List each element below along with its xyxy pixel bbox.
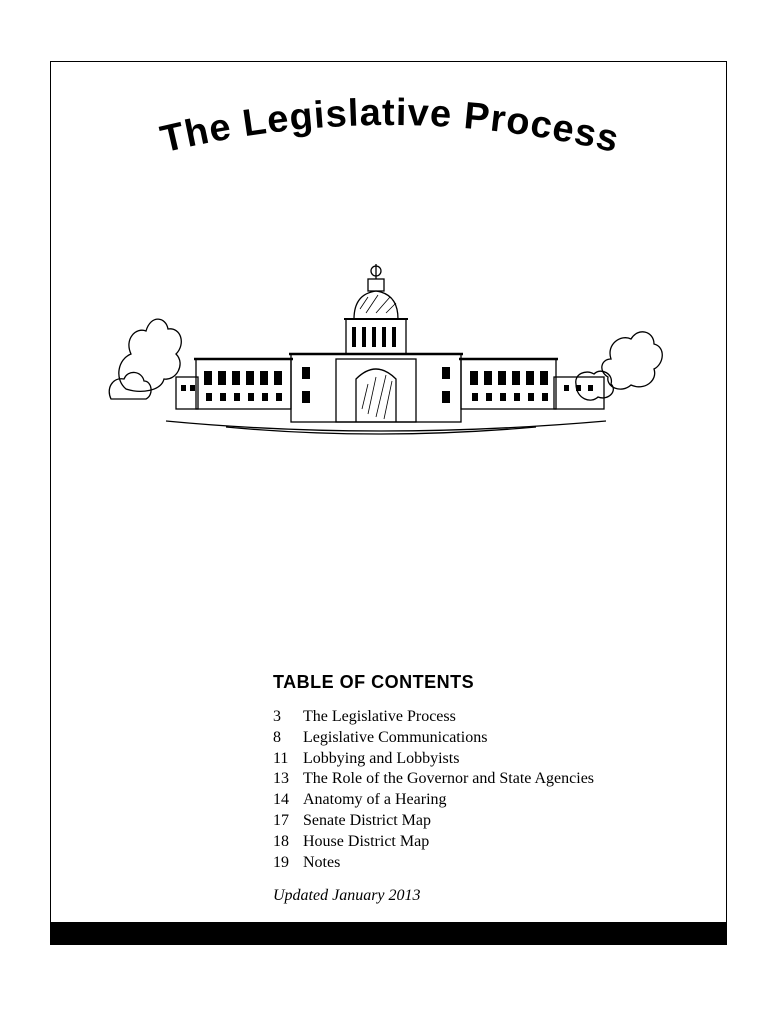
toc-page-number: 3 [273,708,281,725]
toc-page-number: 8 [273,728,281,746]
toc-item-label: The Legislative Process [303,708,456,725]
toc-item-label: Lobbying and Lobbyists [303,749,460,767]
toc-item [273,707,693,728]
svg-text:The Legislative Process [157,92,624,161]
toc-item [273,790,693,811]
toc-heading: TABLE OF CONTENTS [273,672,475,692]
document-page [50,61,727,945]
toc-item-label: The Role of the Governor and State Agencies [303,770,595,788]
toc-page-number: 18 [273,832,289,850]
table-of-contents [273,671,693,906]
toc-page-number: 11 [273,749,289,767]
toc-item-label: Notes [303,853,341,871]
toc-item [273,811,693,832]
toc-item-label: House District Map [303,832,430,850]
toc-item-label: Senate District Map [303,811,431,829]
document-title [51,62,728,202]
toc-item [273,853,693,874]
title-text: The Legislative Process [156,91,624,162]
toc-item-label: Anatomy of a Hearing [303,791,447,809]
capitol-building-illustration [106,209,666,439]
toc-item [273,728,693,749]
toc-item [273,749,693,770]
toc-item-label: Legislative Communications [303,728,488,746]
updated-date: Updated January 2013 [273,887,421,905]
toc-page-number: 17 [273,811,289,829]
toc-page-number: 13 [273,770,289,788]
toc-list [273,707,693,873]
footer-bar [51,922,726,944]
toc-item [273,769,693,790]
toc-page-number: 14 [273,791,289,809]
toc-page-number: 19 [273,853,289,871]
toc-item [273,832,693,853]
